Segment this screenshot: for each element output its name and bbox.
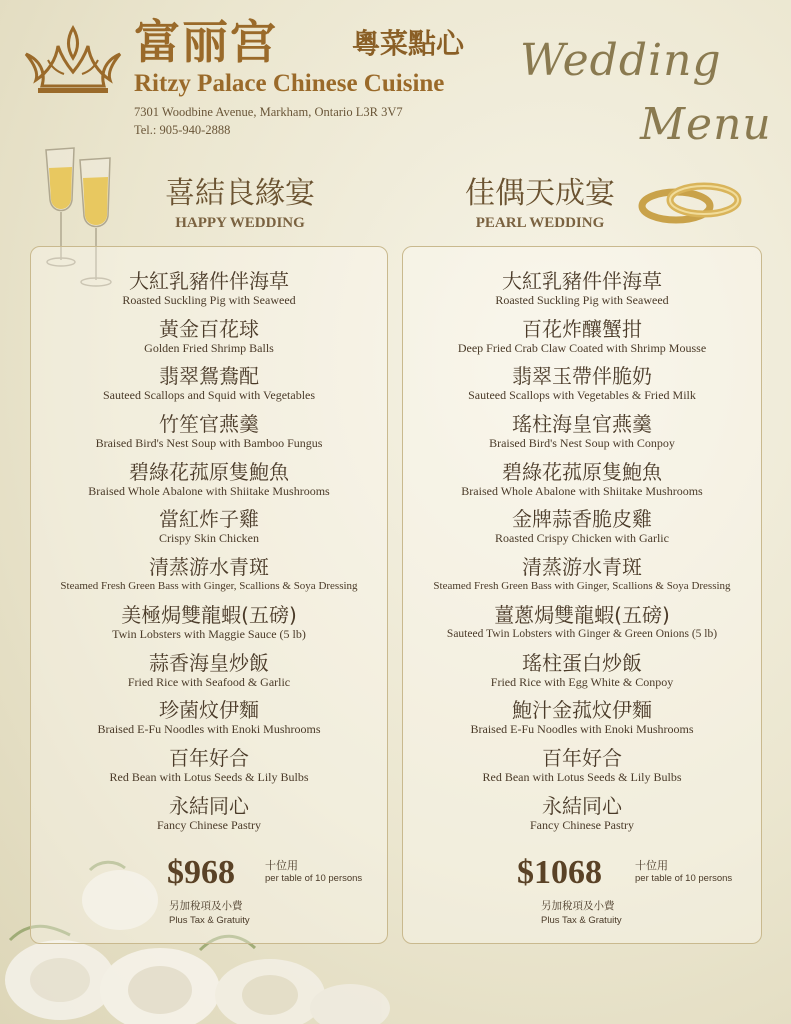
tax-note-english: Plus Tax & Gratuity — [169, 915, 250, 926]
item-name-chinese: 瑤柱海皇官燕羹 — [512, 412, 652, 437]
item-name-chinese: 清蒸游水青斑 — [149, 555, 269, 580]
menu-title-chinese: 喜結良緣宴 — [165, 176, 315, 211]
item-name-chinese: 黃金百花球 — [159, 316, 259, 341]
menu-item — [31, 269, 387, 317]
item-name-english: Fancy Chinese Pastry — [530, 817, 634, 832]
menu-item — [31, 555, 387, 603]
menu-item — [31, 698, 387, 746]
item-name-english: Braised Whole Abalone with Shiitake Mushrooms — [88, 483, 330, 498]
menu-item — [403, 651, 761, 699]
menu-title-english: HAPPY WEDDING — [175, 215, 305, 231]
per-table-chinese: 十位用 — [265, 859, 298, 872]
item-name-english: Red Bean with Lotus Seeds & Lily Bulbs — [109, 769, 309, 784]
menu-item — [31, 317, 387, 365]
wedding-script-title: Wedding — [520, 35, 722, 86]
item-name-english: Steamed Fresh Green Bass with Ginger, Scallions & Soya Dressing — [60, 580, 358, 593]
menu-item — [31, 412, 387, 460]
item-name-english: Golden Fried Shrimp Balls — [144, 340, 274, 355]
menu-item-list — [31, 269, 387, 841]
item-name-chinese: 清蒸游水青斑 — [522, 555, 642, 580]
menu-item — [31, 603, 387, 651]
menu-item — [31, 460, 387, 508]
item-name-chinese: 碧綠花菰原隻鮑魚 — [502, 459, 662, 484]
item-name-english: Crispy Skin Chicken — [158, 531, 259, 546]
menu-item — [31, 794, 387, 842]
item-name-chinese: 大紅乳豬件伴海草 — [502, 269, 662, 293]
menu-item — [31, 746, 387, 794]
menu-item — [403, 507, 761, 555]
menu-item — [403, 555, 761, 603]
item-name-chinese: 百花炸釀蟹拑 — [522, 316, 642, 341]
item-name-english: Braised Whole Abalone with Shiitake Mushrooms — [461, 483, 703, 498]
item-name-english: Fried Rice with Seafood & Garlic — [127, 674, 291, 689]
item-name-chinese: 蒜香海皇炒飯 — [149, 650, 269, 675]
menu-item — [403, 317, 761, 365]
menu-item — [31, 364, 387, 412]
item-name-chinese: 翡翠鴛鴦配 — [159, 364, 259, 389]
brand-name-english: Ritzy Palace Chinese Cuisine — [134, 70, 445, 97]
item-name-english: Roasted Suckling Pig with Seaweed — [122, 293, 296, 307]
item-name-english: Roasted Suckling Pig with Seaweed — [495, 293, 669, 307]
item-name-chinese: 薑蔥焗雙龍蝦(五磅) — [494, 602, 670, 627]
telephone: Tel.: 905-940-2888 — [134, 123, 231, 137]
brand-subtitle-chinese: 粵菜點心 — [352, 27, 465, 60]
menu-item — [403, 698, 761, 746]
item-name-chinese: 珍菌炆伊麵 — [159, 698, 259, 723]
menu-item — [403, 794, 761, 842]
menu-title-chinese: 佳偶天成宴 — [465, 176, 615, 211]
item-name-english: Braised Bird's Nest Soup with Bamboo Fungus — [95, 436, 323, 451]
item-name-english: Sauteed Scallops and Squid with Vegetables — [102, 388, 316, 403]
menu-item — [403, 269, 761, 317]
per-table-chinese: 十位用 — [635, 859, 668, 872]
item-name-english: Braised Bird's Nest Soup with Conpoy — [489, 436, 675, 451]
price: $1068 — [517, 854, 602, 891]
item-name-chinese: 百年好合 — [542, 745, 622, 770]
item-name-chinese: 永結同心 — [542, 793, 622, 818]
item-name-chinese: 永結同心 — [169, 793, 249, 818]
menu-item — [403, 364, 761, 412]
item-name-chinese: 金牌蒜香脆皮雞 — [512, 507, 652, 532]
per-table-english: per table of 10 persons — [635, 873, 733, 884]
item-name-english: Sauteed Twin Lobsters with Ginger & Green Onions (5 lb) — [446, 627, 718, 640]
item-name-chinese: 當紅炸子雞 — [159, 507, 259, 532]
item-name-chinese: 美極焗雙龍蝦(五磅) — [121, 602, 297, 627]
item-name-chinese: 翡翠玉帶伴脆奶 — [512, 364, 652, 389]
menu-item — [403, 412, 761, 460]
item-name-english: Twin Lobsters with Maggie Sauce (5 lb) — [112, 626, 306, 641]
menu-item — [403, 746, 761, 794]
item-name-english: Sauteed Scallops with Vegetables & Fried Milk — [468, 388, 696, 403]
menu-title-english: PEARL WEDDING — [475, 215, 605, 231]
menu-item — [403, 460, 761, 508]
tax-note-chinese: 另加稅項及小費 — [169, 900, 243, 912]
item-name-english: Roasted Crispy Chicken with Garlic — [495, 531, 669, 546]
item-name-english: Steamed Fresh Green Bass with Ginger, Scallions & Soya Dressing — [433, 580, 731, 593]
item-name-english: Fried Rice with Egg White & Conpoy — [490, 674, 674, 689]
crown-logo-icon — [18, 20, 128, 100]
item-name-chinese: 鮑汁金菰炆伊麵 — [512, 698, 652, 723]
header — [0, 0, 791, 150]
item-name-chinese: 瑤柱蛋白炒飯 — [522, 650, 642, 675]
menu-script-title: Menu — [640, 99, 772, 150]
menu-item — [31, 507, 387, 555]
item-name-english: Braised E-Fu Noodles with Enoki Mushrooms — [97, 722, 321, 737]
item-name-chinese: 大紅乳豬件伴海草 — [129, 269, 289, 293]
item-name-english: Red Bean with Lotus Seeds & Lily Bulbs — [482, 769, 682, 784]
price: $968 — [167, 854, 235, 891]
item-name-chinese: 竹笙官燕羹 — [159, 412, 259, 437]
tax-note-chinese: 另加稅項及小費 — [541, 900, 615, 912]
item-name-chinese: 百年好合 — [169, 745, 249, 770]
tax-note-english: Plus Tax & Gratuity — [541, 915, 622, 926]
pearl-wedding-menu-panel — [402, 246, 762, 944]
item-name-english: Deep Fried Crab Claw Coated with Shrimp Mousse — [457, 340, 707, 355]
menu-item-list — [403, 269, 761, 841]
brand-name-chinese: 富丽宫 — [134, 15, 278, 69]
item-name-english: Braised E-Fu Noodles with Enoki Mushrooms — [470, 722, 694, 737]
address: 7301 Woodbine Avenue, Markham, Ontario L3R 3V7 — [134, 105, 403, 119]
menu-item — [403, 603, 761, 651]
happy-wedding-menu-panel — [30, 246, 388, 944]
menu-item — [31, 651, 387, 699]
item-name-chinese: 碧綠花菰原隻鮑魚 — [129, 459, 289, 484]
item-name-english: Fancy Chinese Pastry — [157, 817, 261, 832]
per-table-english: per table of 10 persons — [265, 873, 363, 884]
